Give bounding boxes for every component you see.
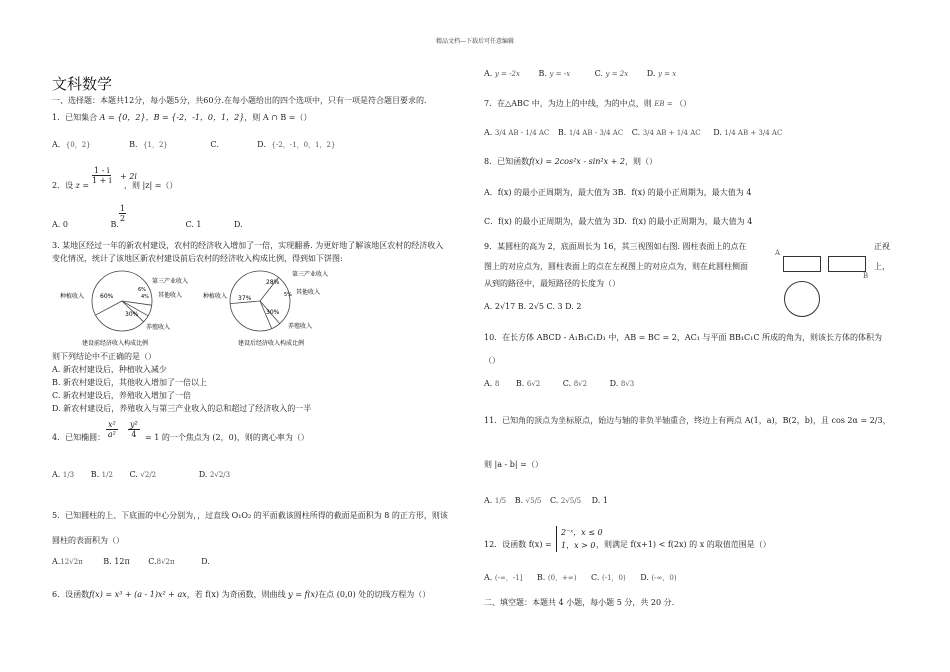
q10-options: A. 8 B. 6√2 C. 8√2 D. 8√3 xyxy=(484,379,635,388)
q11-line-2: 则 |a - b| =（） xyxy=(484,460,543,469)
q12-stem: 12．设函数 f(x) = xyxy=(484,540,552,549)
q1-options: A．{0，2} B．{1，2} C． D．{-2，-1，0，1，2} xyxy=(52,140,336,149)
q3-option-a: A. 新农村建设后，种植收入减少 xyxy=(52,365,167,374)
pie1-pct-4: 4% xyxy=(141,294,149,300)
q7-options: A. 3/4 AB - 1/4 AC B. 1/4 AB - 3/4 AC C. 3/4 AB + 1/4 AC D. 1/4 AB + 3/4 AC xyxy=(484,128,783,137)
pie-charts xyxy=(52,266,332,348)
q3-option-c: C. 新农村建设后，养殖收入增加了一倍 xyxy=(52,391,191,400)
q5-stem-1: 5．已知圆柱的上、下底面的中心分别为，，过直线 O₁O₂ 的平面截该圆柱所得的截面是面积为 8 的正方形，则该 xyxy=(52,511,448,520)
q8-options-ab: A．f(x) 的最小正周期为，最大值为 3B．f(x) 的最小正周期为，最大值为 4 xyxy=(484,188,752,197)
q10-line-1: 10．在长方体 ABCD - A₁B₁C₁D₁ 中，AB = BC = 2，AC₁ 与平面 BB₁C₁C 所成的角为，则该长方体的体积为 xyxy=(484,333,883,342)
q2-option-b-fraction: 1 2 xyxy=(120,204,126,223)
q11-line-1: 11．已知角的顶点为坐标原点，始边与轴的非负半轴重合，终边上有两点 A(1，a)，B(2，b)，且 cos 2α = 2/3， xyxy=(484,416,891,425)
q12-tail: ，则满足 f(x+1) < f(2x) 的 x 的取值范围是（） xyxy=(596,540,771,549)
q2-options: A. 0 B. C. 1 D. xyxy=(52,220,243,229)
q3-stem-1: 3. 某地区经过一年的新农村建设，农村的经济收入增加了一倍，实现翻番. 为更好地了解该地区农村的经济收入 xyxy=(52,241,444,250)
q9-front-view xyxy=(783,256,821,272)
pie2-label-breeding: 养殖收入 xyxy=(288,323,313,330)
q3-stem-2: 变化情况，统计了该地区新农村建设前后农村的经济收入构成比例，得到如下饼图: xyxy=(52,254,343,263)
q12-piecewise: 2⁻ˣ，x ≤ 0 1，x > 0 xyxy=(556,526,603,552)
pie2-pct-28: 28% xyxy=(266,279,280,286)
pie1-pct-30: 30% xyxy=(125,311,139,318)
pie2-label-other: 其他收入 xyxy=(296,289,321,296)
q5-options: A.12√2π B. 12π C.8√2π D. xyxy=(52,557,210,566)
q10-line-2: （） xyxy=(484,356,500,365)
q2-tail: + 2i xyxy=(120,172,137,181)
q9-point-b: B xyxy=(863,272,869,280)
q3-option-d: D. 新农村建设后，养殖收入与第三产业收入的总和超过了经济收入的一半 xyxy=(52,404,312,413)
pie2-pct-5: 5% xyxy=(284,292,292,298)
pie1-pct-6: 6% xyxy=(138,287,146,293)
pie1-label-breeding: 养殖收入 xyxy=(146,324,171,331)
pie1-label-other: 其他收入 xyxy=(158,292,183,299)
q9-side-view xyxy=(828,256,866,272)
q9-line-1-right: 正视 xyxy=(874,242,890,251)
q3-option-b: B. 新农村建设后，其他收入增加了一倍以上 xyxy=(52,378,207,387)
pie2-pct-30: 30% xyxy=(266,309,280,316)
pie2-caption: 建设后经济收入构成比例 xyxy=(238,340,305,347)
q11-options: A. 1/5 B. √5/5 C. 2√5/5 D. 1 xyxy=(484,496,608,505)
pie1-caption: 建设前经济收入构成比例 xyxy=(82,340,149,347)
pie2-pct-37: 37% xyxy=(238,295,252,302)
q9-point-a: A xyxy=(775,249,781,257)
q9-line-1: 9．某圆柱的高为 2，底面周长为 16，其三视图如右图. 圆柱表面上的点在 xyxy=(484,242,747,251)
q4-frac-y: y² 4 xyxy=(130,420,138,439)
q2-stem: 2．设 z = xyxy=(52,181,90,190)
q4-options: A. 1/3 B. 1/2 C. √2/2 D. 2√2/3 xyxy=(52,470,231,479)
q9-options: A. 2√17 B. 2√5 C. 3 D. 2 xyxy=(484,302,582,311)
q3-question: 则下列结论中不正确的是（） xyxy=(52,352,156,361)
q7-stem: 7．在△ABC 中，为边上的中线，为的中点，则 EB = （） xyxy=(484,99,692,108)
q2-tail-2: ，则 |z| =（） xyxy=(124,181,178,190)
q2-fraction: 1 - i 1 + i xyxy=(92,166,112,185)
q5-stem-2: 圆柱的表面积为（） xyxy=(52,536,124,545)
page-header: 精品文档---下载后可任意编辑 xyxy=(435,38,515,45)
q6-stem: 6．设函数f(x) = x³ + (a - 1)x² + ax，若 f(x) 为奇函数，则曲线 y = f(x)在点 (0,0) 处的切线方程为（） xyxy=(52,590,431,599)
page-title: 文科数学 xyxy=(52,75,113,93)
q4-stem: 4．已知椭圆： xyxy=(52,433,106,442)
q8-stem: 8．已知函数f(x) = 2cos²x - sin²x + 2，则（） xyxy=(484,157,658,166)
q9-line-2: 图上的对应点为，圆柱表面上的点在左视图上的对应点为，则在此圆柱侧面 xyxy=(484,262,748,271)
pie1-label-planting: 种植收入 xyxy=(60,293,85,300)
q12-options: A. (-∞，-1] B. (0，+∞) C. (-1，0) D. (-∞，0) xyxy=(484,573,677,582)
pie1-label-tertiary: 第三产业收入 xyxy=(152,278,189,285)
pie2-label-planting: 种植收入 xyxy=(203,293,228,300)
q1-stem: 1．已知集合 A = {0，2}，B = {-2，-1，0，1，2}，则 A ∩ B =（） xyxy=(52,113,312,122)
q6-options: A. y = -2x B. y = -x C. y = 2x D. y = x xyxy=(484,69,677,78)
q8-options-cd: C．f(x) 的最小正周期为，最大值为 3D．f(x) 的最小正周期为，最大值为 4 xyxy=(484,217,753,226)
pie1-pct-60: 60% xyxy=(100,293,114,300)
pie2-label-tertiary: 第三产业收入 xyxy=(292,271,329,278)
q4-stem-tail: = 1 的一个焦点为 (2，0)，则的离心率为（） xyxy=(145,433,309,442)
section-2-heading: 二、填空题：本题共 4 小题，每小题 5 分，共 20 分. xyxy=(484,598,675,607)
q9-line-2-right: 上， xyxy=(874,262,890,271)
q9-line-3: 从到的路径中，最短路径的长度为（） xyxy=(484,279,620,288)
q9-top-view xyxy=(784,281,820,317)
pie-before xyxy=(92,271,152,331)
section-1-heading: 一、选择题：本题共12分，每小题5分，共60分.在每小题给出的四个选项中，只有一项是符合题目要求的. xyxy=(52,96,427,105)
q4-frac-x: x² a² xyxy=(107,420,116,439)
